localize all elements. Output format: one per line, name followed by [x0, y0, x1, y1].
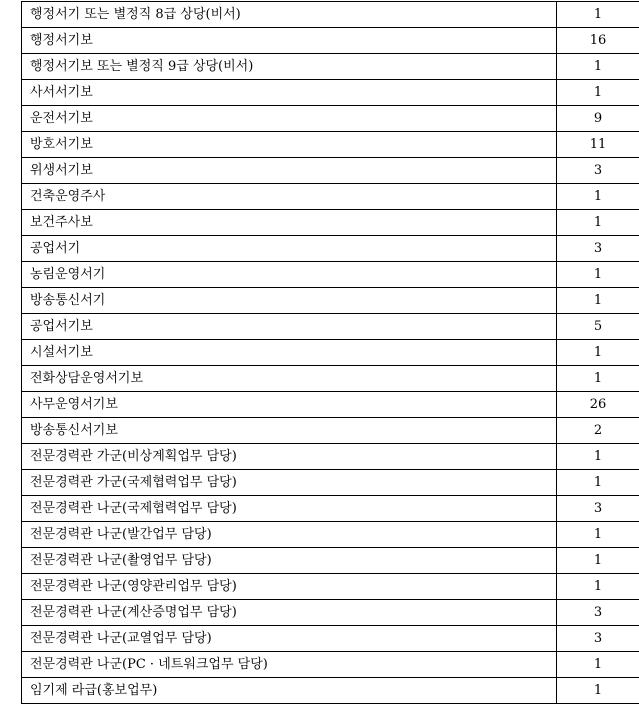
position-name-cell: 전문경력관 나군(PC · 네트워크업무 담당) — [22, 652, 557, 678]
table-row — [22, 652, 639, 678]
position-name-cell: 임기제 라급(홍보업무) — [22, 678, 557, 704]
position-count-cell: 5 — [557, 314, 639, 340]
table-row — [22, 184, 639, 210]
position-name-cell: 행정서기 또는 별정직 8급 상당(비서) — [22, 2, 557, 28]
position-name-cell: 공업서기 — [22, 236, 557, 262]
position-count-cell: 16 — [557, 28, 639, 54]
position-name-cell: 공업서기보 — [22, 314, 557, 340]
position-count-cell: 11 — [557, 132, 639, 158]
position-count-cell: 1 — [557, 678, 639, 704]
table-row — [22, 28, 639, 54]
position-name-cell: 건축운영주사 — [22, 184, 557, 210]
table-row — [22, 574, 639, 600]
table-row — [22, 418, 639, 444]
table-row — [22, 470, 639, 496]
position-name-cell: 방송통신서기 — [22, 288, 557, 314]
table-row — [22, 314, 639, 340]
position-count-cell: 1 — [557, 652, 639, 678]
position-count-cell: 1 — [557, 366, 639, 392]
position-name-cell: 방송통신서기보 — [22, 418, 557, 444]
table-row — [22, 158, 639, 184]
position-count-cell: 1 — [557, 80, 639, 106]
position-name-cell: 전문경력관 가군(국제협력업무 담당) — [22, 470, 557, 496]
staff-quota-table-body — [22, 2, 639, 704]
position-count-cell: 1 — [557, 574, 639, 600]
position-name-cell: 방호서기보 — [22, 132, 557, 158]
position-name-cell: 전화상담운영서기보 — [22, 366, 557, 392]
position-name-cell: 전문경력관 나군(발간업무 담당) — [22, 522, 557, 548]
position-count-cell: 2 — [557, 418, 639, 444]
position-count-cell: 1 — [557, 340, 639, 366]
position-count-cell: 1 — [557, 444, 639, 470]
position-name-cell: 사서서기보 — [22, 80, 557, 106]
table-row — [22, 626, 639, 652]
table-row — [22, 548, 639, 574]
table-row — [22, 600, 639, 626]
position-count-cell: 1 — [557, 548, 639, 574]
position-count-cell: 3 — [557, 496, 639, 522]
position-count-cell: 1 — [557, 522, 639, 548]
position-count-cell: 26 — [557, 392, 639, 418]
position-count-cell: 1 — [557, 262, 639, 288]
staff-quota-table — [21, 1, 639, 704]
table-row — [22, 444, 639, 470]
position-name-cell: 전문경력관 나군(국제협력업무 담당) — [22, 496, 557, 522]
table-row — [22, 522, 639, 548]
position-name-cell: 위생서기보 — [22, 158, 557, 184]
position-name-cell: 전문경력관 나군(영양관리업무 담당) — [22, 574, 557, 600]
position-name-cell: 전문경력관 나군(계산증명업무 담당) — [22, 600, 557, 626]
table-row — [22, 392, 639, 418]
position-count-cell: 1 — [557, 2, 639, 28]
position-count-cell: 1 — [557, 184, 639, 210]
position-name-cell: 전문경력관 나군(교열업무 담당) — [22, 626, 557, 652]
position-count-cell: 3 — [557, 236, 639, 262]
position-name-cell: 사무운영서기보 — [22, 392, 557, 418]
position-count-cell: 1 — [557, 54, 639, 80]
table-row — [22, 106, 639, 132]
table-row — [22, 496, 639, 522]
position-count-cell: 3 — [557, 158, 639, 184]
table-row — [22, 2, 639, 28]
table-row — [22, 262, 639, 288]
position-name-cell: 행정서기보 또는 별정직 9급 상당(비서) — [22, 54, 557, 80]
position-count-cell: 1 — [557, 210, 639, 236]
position-name-cell: 전문경력관 가군(비상계획업무 담당) — [22, 444, 557, 470]
position-count-cell: 3 — [557, 600, 639, 626]
position-name-cell: 행정서기보 — [22, 28, 557, 54]
position-name-cell: 보건주사보 — [22, 210, 557, 236]
table-row — [22, 678, 639, 704]
table-row — [22, 288, 639, 314]
table-row — [22, 132, 639, 158]
position-count-cell: 3 — [557, 626, 639, 652]
position-name-cell: 전문경력관 나군(촬영업무 담당) — [22, 548, 557, 574]
table-row — [22, 54, 639, 80]
position-count-cell: 1 — [557, 470, 639, 496]
table-row — [22, 340, 639, 366]
position-name-cell: 농림운영서기 — [22, 262, 557, 288]
table-row — [22, 80, 639, 106]
position-count-cell: 9 — [557, 106, 639, 132]
table-row — [22, 366, 639, 392]
position-name-cell: 운전서기보 — [22, 106, 557, 132]
position-count-cell: 1 — [557, 288, 639, 314]
table-row — [22, 236, 639, 262]
table-row — [22, 210, 639, 236]
position-name-cell: 시설서기보 — [22, 340, 557, 366]
